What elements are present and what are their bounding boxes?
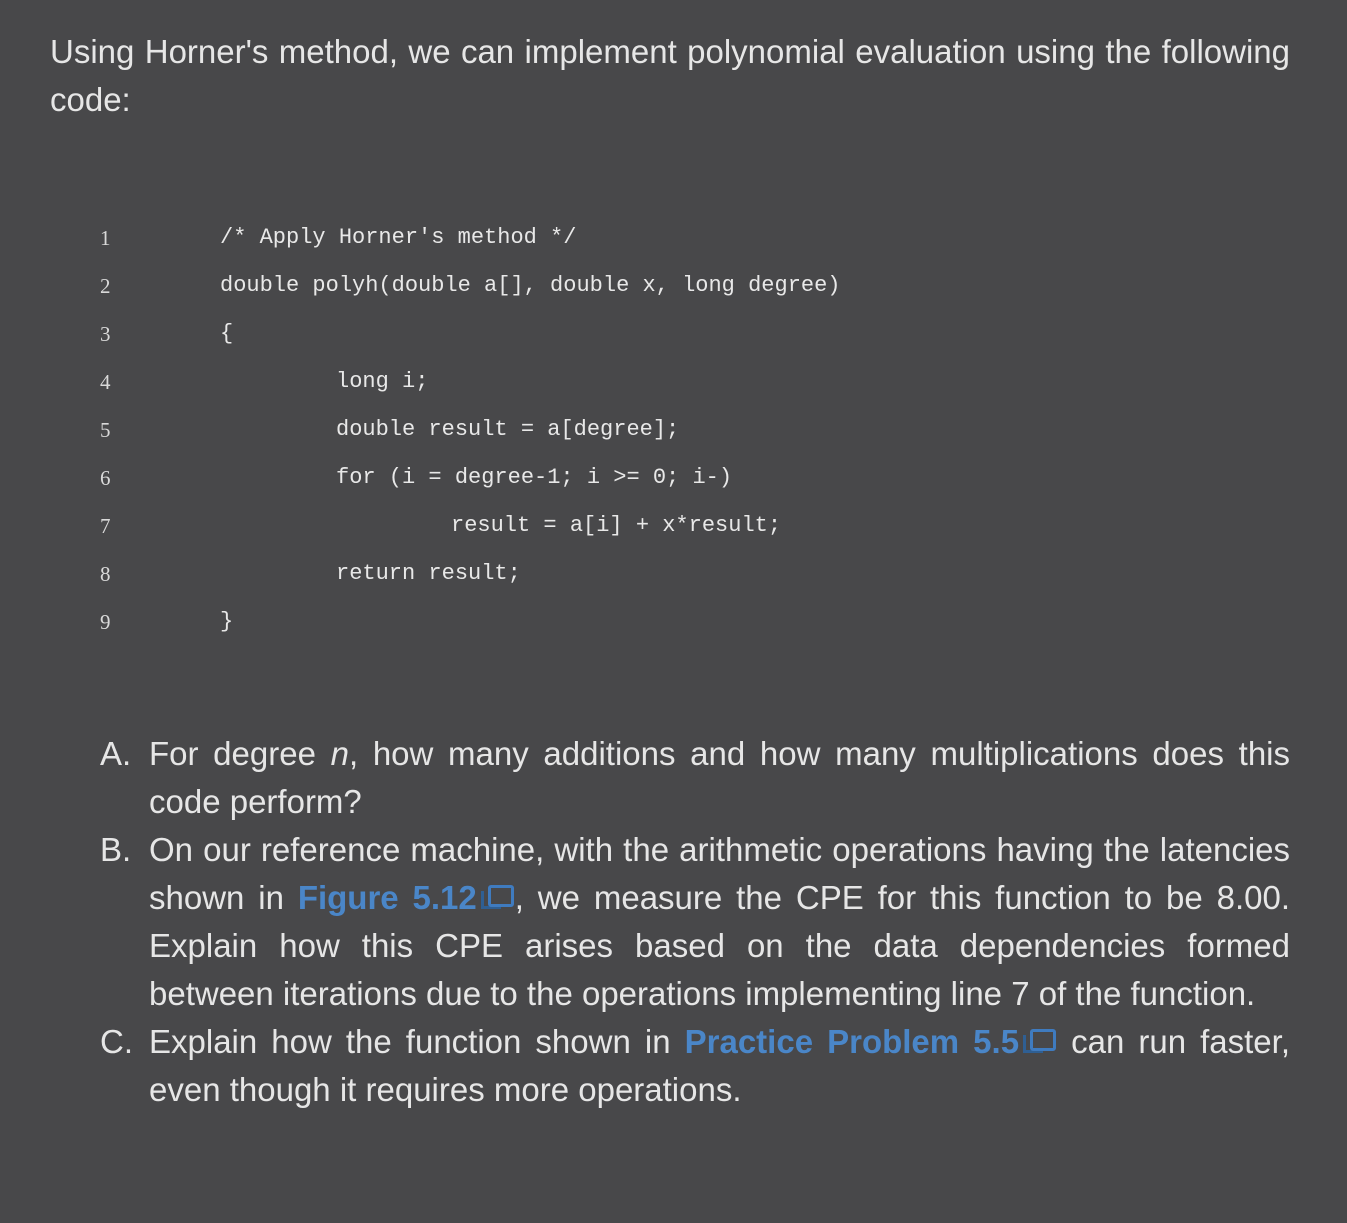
- code-text: result = a[i] + x*result;: [451, 513, 782, 538]
- line-number: 4: [100, 370, 111, 394]
- code-line: [0, 214, 1347, 262]
- question-text: Explain how the function shown in: [149, 1023, 685, 1060]
- question-marker: B.: [100, 831, 132, 868]
- code-listing: [0, 214, 1347, 646]
- line-number: 5: [100, 418, 111, 442]
- line-number: 3: [100, 322, 111, 346]
- line-number: 2: [100, 274, 111, 298]
- question-text: For degree: [149, 735, 331, 772]
- code-line: [0, 454, 1347, 502]
- code-text: for (i = degree-1; i >= 0; i-): [336, 465, 733, 490]
- code-line: [0, 502, 1347, 550]
- code-text: long i;: [336, 369, 429, 394]
- question-marker: A.: [100, 735, 132, 772]
- question-a: [100, 730, 1290, 826]
- question-text: On our reference machine, with the arithmetic operations having the latencies shown in: [149, 831, 1290, 916]
- code-line: [0, 550, 1347, 598]
- line-number: 6: [100, 466, 111, 490]
- code-text: double result = a[degree];: [336, 417, 680, 442]
- code-text: /* Apply Horner's method */: [220, 225, 577, 250]
- line-number: 7: [100, 514, 111, 538]
- practice-problem-link-label[interactable]: Practice Problem 5.5: [684, 1023, 1020, 1060]
- code-text: {: [220, 321, 234, 346]
- question-text: , how many additions and how many multiplications does this code perform?: [149, 735, 1290, 820]
- figure-link[interactable]: [298, 879, 515, 916]
- question-b: [100, 826, 1290, 1018]
- question-text: can run faster, even though it requires more operations.: [149, 1023, 1290, 1108]
- intro-paragraph: Using Horner's method, we can implement polynomial evaluation using the following code:: [50, 33, 1290, 118]
- code-line: [0, 310, 1347, 358]
- code-line: [0, 262, 1347, 310]
- figure-link-label[interactable]: Figure 5.12: [297, 879, 477, 916]
- code-line: [0, 598, 1347, 646]
- external-link-icon[interactable]: [481, 883, 515, 913]
- variable-n: n: [330, 735, 349, 772]
- code-text: return result;: [336, 561, 521, 586]
- line-number: 1: [100, 226, 111, 250]
- external-link-icon[interactable]: [1023, 1027, 1057, 1057]
- code-text: double polyh(double a[], double x, long degree): [220, 273, 841, 298]
- line-number: 8: [100, 562, 111, 586]
- question-marker: C.: [100, 1023, 133, 1060]
- code-line: [0, 406, 1347, 454]
- line-number: 9: [100, 610, 111, 634]
- question-c: [100, 1018, 1290, 1114]
- code-text: }: [220, 609, 234, 634]
- question-text: , we measure the CPE for this function to be 8.00. Explain how this CPE arises based on the data dependencies formed between iterations due to the operations implementing line 7 of the function.: [149, 879, 1290, 1012]
- practice-problem-link[interactable]: [685, 1023, 1057, 1060]
- question-list: [100, 730, 1290, 1114]
- code-line: [0, 358, 1347, 406]
